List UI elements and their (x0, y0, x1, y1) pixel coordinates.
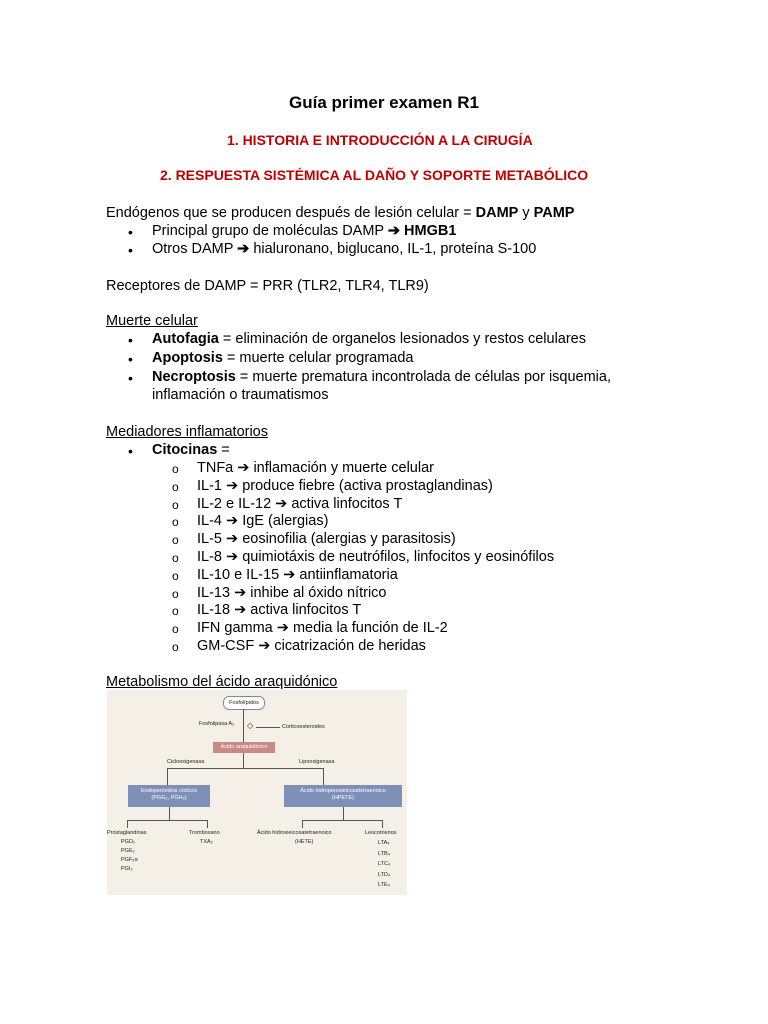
pg-list: PGD₂ PGE₂ PGF₂α PGI₂ (121, 839, 138, 872)
citocina-item: IL-2 e IL-12 ➔ activa linfocitos T (197, 495, 403, 512)
prostaglandinas-label: Prostaglandinas (107, 830, 147, 836)
muerte-item-3: Necroptosis = muerte prematura incontrolada de células por isquemia, (152, 369, 611, 385)
fosfolipidos-box: Fosfolípidos (223, 696, 265, 710)
citocina-item: IL-13 ➔ inhibe al óxido nítrico (197, 584, 387, 601)
circle-bullet-icon: o (172, 462, 179, 476)
damp-item-1: Principal grupo de moléculas DAMP ➔ HMGB1 (152, 223, 457, 239)
circle-bullet-icon: o (172, 533, 179, 548)
muerte-item-1: Autofagia = eliminación de organelos lesionados y restos celulares (152, 331, 586, 347)
bullet-icon: • (128, 332, 133, 348)
corticoesteroides-label: Corticoesteroides (282, 724, 325, 730)
mediadores-heading: Mediadores inflamatorios (106, 424, 268, 440)
hete-abbr-label: (HETE) (295, 839, 314, 845)
bullet-icon: • (128, 443, 133, 459)
citocina-item: IL-5 ➔ eosinofilia (alergias y parasitosis) (197, 531, 456, 548)
section-2-heading: 2. RESPUESTA SISTÉMICA AL DAÑO Y SOPORTE METABÓLICO (160, 167, 589, 183)
muerte-heading: Muerte celular (106, 313, 198, 329)
citocina-item: IL-1 ➔ produce fiebre (activa prostaglandinas) (197, 477, 493, 494)
fosfolipasa-label: Fosfolipasa A₂ (199, 721, 235, 727)
diamond-icon: ◇ (247, 721, 254, 730)
citocina-item: IL-4 ➔ IgE (alergias) (197, 513, 329, 530)
muerte-item-2: Apoptosis = muerte celular programada (152, 350, 414, 366)
tromboxano-label: Tromboxano (189, 830, 220, 836)
circle-bullet-icon: o (172, 640, 179, 654)
hpete-box: Ácido hidroperoxieicosatetraenoico (HPETE) (284, 785, 402, 807)
circle-bullet-icon: o (172, 515, 179, 530)
lipooxigenasa-label: Lipooxigenasa (299, 759, 335, 765)
citocinas-item: Citocinas = (152, 442, 230, 458)
endoperoxidos-box: Endoperóxidos cíclicos (PGG₂, PGH₂) (128, 785, 210, 807)
bullet-icon: • (128, 351, 133, 367)
circle-bullet-icon: o (172, 479, 179, 494)
section-1-heading: 1. HISTORIA E INTRODUCCIÓN A LA CIRUGÍA (227, 132, 533, 148)
citocina-item: TNFa ➔ inflamación y muerte celular (197, 460, 434, 476)
circle-bullet-icon: o (172, 622, 179, 637)
page-title: Guía primer examen R1 (289, 93, 479, 112)
hete-label: Ácido hidroxieicosatetraenoico (257, 830, 332, 836)
citocina-item: GM-CSF ➔ cicatrización de heridas (197, 638, 426, 654)
ciclooxigenasa-label: Ciclooxigenasa (167, 759, 205, 765)
lt-list: LTA₄ LTB₄ LTC₄ LTD₄ LTE₄ (378, 840, 391, 888)
damp-item-2: Otros DAMP ➔ hialuronano, biglucano, IL-1, proteína S-100 (152, 241, 537, 257)
arrow-icon: ➔ (387, 223, 401, 239)
txa-label: TXA₂ (200, 839, 213, 845)
bullet-icon: • (128, 242, 133, 258)
arrow-icon: ➔ (237, 241, 250, 257)
metabolismo-heading: Metabolismo del ácido araquidónico (106, 674, 338, 690)
receptores-damp: Receptores de DAMP = PRR (TLR2, TLR4, TLR9) (106, 278, 429, 294)
circle-bullet-icon: o (172, 586, 179, 601)
circle-bullet-icon: o (172, 497, 179, 512)
citocina-item: IL-18 ➔ activa linfocitos T (197, 602, 362, 619)
leucotrienos-label: Leucotrienos (365, 830, 397, 836)
bullet-icon: • (128, 224, 133, 240)
bullet-icon: • (128, 370, 133, 386)
damp-intro: Endógenos que se producen después de lesión celular = DAMP y PAMP (106, 205, 575, 221)
circle-bullet-icon: o (172, 568, 179, 583)
muerte-item-3-cont: inflamación o traumatismos (152, 387, 329, 403)
citocina-item: IL-10 e IL-15 ➔ antiinflamatoria (197, 566, 398, 583)
citocina-item: IL-8 ➔ quimiotáxis de neutrófilos, linfocitos y eosinófilos (197, 549, 555, 565)
citocina-item: IFN gamma ➔ media la función de IL-2 (197, 620, 448, 637)
circle-bullet-icon: o (172, 551, 179, 565)
acido-araquidonico-box: Ácido araquidónico (213, 742, 275, 753)
circle-bullet-icon: o (172, 604, 179, 619)
arachidonic-acid-diagram (107, 690, 407, 895)
